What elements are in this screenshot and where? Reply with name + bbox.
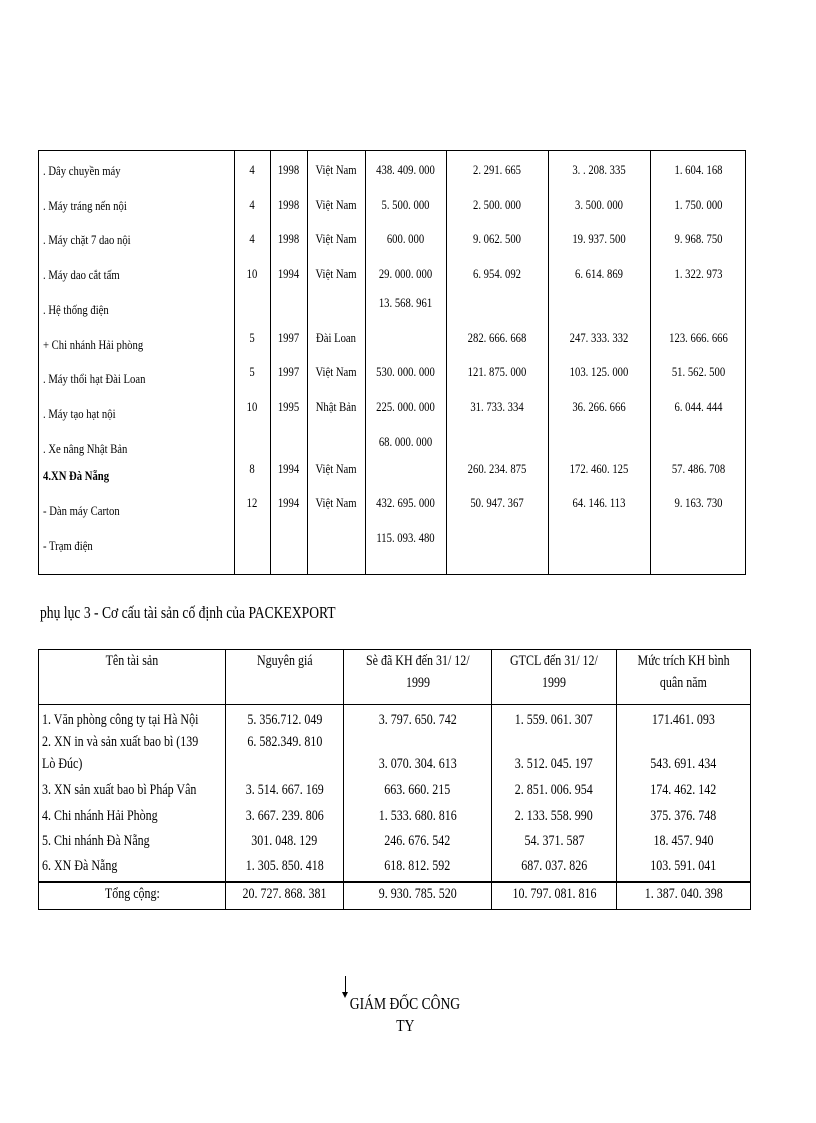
- column-divider: [650, 151, 651, 574]
- item-name: - Trạm điện: [43, 538, 93, 553]
- item-year: 1994: [277, 461, 300, 476]
- item-origin: Việt Nam: [315, 495, 357, 510]
- asset-residual-value: 687. 037. 826: [521, 858, 587, 874]
- column-divider: [307, 151, 308, 574]
- asset-name: 3. XN sản xuất bao bì Pháp Vân: [42, 782, 197, 798]
- asset-name: 5. Chi nhánh Đà Nẵng: [42, 833, 150, 849]
- item-name: + Chi nhánh Hải phòng: [43, 337, 144, 352]
- asset-depreciation: 3. 070. 304. 613: [378, 756, 457, 772]
- item-col5: 50. 947. 367: [470, 495, 524, 510]
- item-year: 1998: [277, 231, 300, 246]
- item-col7: 1. 604. 168: [674, 162, 723, 177]
- column-divider: [548, 151, 549, 574]
- asset-residual-value: 3. 512. 045. 197: [515, 756, 593, 772]
- item-origin: Việt Nam: [315, 364, 357, 379]
- column-divider: [365, 151, 366, 574]
- item-year: 1995: [277, 399, 300, 414]
- item-name: 4.XN Đà Nẵng: [43, 468, 110, 483]
- item-col6: 3. 500. 000: [575, 197, 623, 212]
- asset-depreciation: 1. 533. 680. 816: [378, 808, 457, 824]
- column-divider: [270, 151, 271, 574]
- asset-depreciation: 3. 797. 650. 742: [378, 712, 457, 728]
- item-year: 1998: [277, 162, 300, 177]
- table-row: [39, 775, 751, 801]
- header-name: Tên tài sản: [39, 650, 226, 705]
- table-row: [39, 852, 751, 882]
- asset-cost: 3. 667. 239. 806: [245, 808, 324, 824]
- item-origin: Việt Nam: [315, 266, 357, 281]
- item-col7: 123. 666. 666: [669, 330, 728, 345]
- item-qty: 5: [249, 364, 255, 379]
- item-origin: Việt Nam: [315, 231, 357, 246]
- item-cost: 5. 500. 000: [381, 197, 430, 212]
- item-col7: 1. 322. 973: [674, 266, 723, 281]
- header-residual-value: GTCL đến 31/ 12/ 1999: [492, 650, 617, 705]
- item-name: . Máy thổi hạt Đài Loan: [43, 371, 146, 386]
- asset-annual-depreciation: 543. 691. 434: [650, 756, 717, 772]
- item-name: . Máy tạo hạt nội: [43, 406, 116, 421]
- item-qty: 5: [249, 330, 255, 345]
- item-col5: 260. 234. 875: [467, 461, 527, 476]
- item-origin: Việt Nam: [315, 197, 357, 212]
- item-name: - Dàn máy Carton: [43, 503, 120, 518]
- item-origin: Việt Nam: [315, 461, 357, 476]
- table-row: [39, 731, 751, 775]
- total-row: [39, 882, 751, 910]
- item-col7: 1. 750. 000: [674, 197, 723, 212]
- item-cost: 600. 000: [386, 231, 425, 246]
- item-year: 1997: [277, 364, 300, 379]
- header-depreciation: Sè đã KH đến 31/ 12/ 1999: [344, 650, 492, 705]
- asset-cost: 6. 582.349. 810: [247, 734, 322, 750]
- item-col7: 9. 968. 750: [674, 231, 723, 246]
- item-qty: 4: [249, 231, 255, 246]
- item-year: 1994: [277, 266, 300, 281]
- item-col6: 172. 460. 125: [569, 461, 629, 476]
- item-cost: 29. 000. 000: [378, 266, 433, 281]
- signature-title-continued: TY: [395, 1016, 415, 1035]
- item-year: 1994: [277, 495, 300, 510]
- asset-residual-value: 54. 371. 587: [524, 833, 584, 849]
- table-row: [39, 705, 751, 732]
- asset-annual-depreciation: 375. 376. 748: [650, 808, 717, 824]
- item-col7: 6. 044. 444: [674, 399, 723, 414]
- item-col5: 121. 875. 000: [467, 364, 527, 379]
- asset-residual-value: 1. 559. 061. 307: [515, 712, 593, 728]
- item-col5: 6. 954. 092: [473, 266, 521, 281]
- asset-annual-depreciation: 174. 462. 142: [650, 782, 717, 798]
- item-qty: 4: [249, 162, 255, 177]
- total-depreciation: 9. 930. 785. 520: [378, 886, 457, 902]
- item-name: . Máy chặt 7 dao nội: [43, 232, 131, 247]
- item-col6: 247. 333. 332: [569, 330, 629, 345]
- asset-name: 4. Chi nhánh Hải Phòng: [42, 808, 158, 824]
- item-qty: 10: [246, 399, 258, 414]
- item-col6: 36. 266. 666: [572, 399, 626, 414]
- item-qty: 4: [249, 197, 255, 212]
- item-col6: 3. . 208. 335: [572, 162, 626, 177]
- asset-structure-table: [38, 649, 751, 910]
- total-residual-value: 10. 797. 081. 816: [512, 886, 596, 902]
- column-divider: [446, 151, 447, 574]
- item-cost: 530. 000. 000: [376, 364, 435, 379]
- item-qty: 10: [246, 266, 258, 281]
- item-qty: 8: [249, 461, 255, 476]
- item-year: 1998: [277, 197, 300, 212]
- total-cost: 20. 727. 868. 381: [242, 886, 327, 902]
- signature-title: GIÁM ĐỐC CÔNG: [349, 994, 461, 1013]
- item-col7: 51. 562. 500: [671, 364, 726, 379]
- asset-name: 6. XN Đà Nẵng: [42, 858, 118, 874]
- item-cost: 68. 000. 000: [378, 434, 433, 449]
- item-col5: 282. 666. 668: [467, 330, 527, 345]
- item-col5: 2. 291. 665: [473, 162, 521, 177]
- item-col7: 57. 486. 708: [671, 461, 726, 476]
- item-col7: 9. 163. 730: [674, 495, 723, 510]
- asset-residual-value: 2. 133. 558. 990: [515, 808, 593, 824]
- asset-name: 2. XN in và sản xuất bao bì (139: [42, 734, 199, 750]
- continuation-table: [38, 150, 746, 575]
- item-cost: 438. 409. 000: [376, 162, 435, 177]
- item-name: . Máy tráng nến nội: [43, 198, 127, 213]
- item-name: . Dây chuyền máy: [43, 163, 121, 178]
- item-name: . Hệ thống điện: [43, 302, 109, 317]
- item-qty: 12: [246, 495, 258, 510]
- asset-annual-depreciation: 103. 591. 041: [650, 858, 717, 874]
- table-row: [39, 827, 751, 852]
- item-col6: 19. 937. 500: [572, 231, 626, 246]
- asset-cost: 5. 356.712. 049: [247, 712, 322, 728]
- item-cost: 432. 695. 000: [376, 495, 435, 510]
- asset-depreciation: 663. 660. 215: [384, 782, 451, 798]
- header-cost: Nguyên giá: [226, 650, 344, 705]
- item-origin: Nhật Bản: [315, 399, 357, 414]
- signature-block: [320, 993, 490, 1037]
- asset-depreciation: 618. 812. 592: [384, 858, 451, 874]
- item-col5: 2. 500. 000: [473, 197, 521, 212]
- column-divider: [234, 151, 235, 574]
- item-origin: Việt Nam: [315, 162, 357, 177]
- asset-cost: 1. 305. 850. 418: [245, 858, 324, 874]
- item-cost: 225. 000. 000: [376, 399, 435, 414]
- asset-annual-depreciation: 18. 457. 940: [653, 833, 714, 849]
- appendix-title: phụ lục 3 - Cơ cấu tài sản cố định của PACKEXPORT: [40, 603, 336, 622]
- item-cost: 13. 568. 961: [378, 295, 433, 310]
- total-label: Tổng cộng:: [104, 886, 160, 902]
- asset-cost: 301. 048. 129: [251, 833, 318, 849]
- asset-depreciation: 246. 676. 542: [384, 833, 451, 849]
- item-name: . Máy dao cắt tấm: [43, 267, 120, 282]
- item-col5: 9. 062. 500: [473, 231, 521, 246]
- asset-cost: 3. 514. 667. 169: [245, 782, 324, 798]
- table-header-row: [39, 650, 751, 705]
- item-col6: 103. 125. 000: [569, 364, 629, 379]
- item-col6: 6. 614. 869: [575, 266, 623, 281]
- asset-annual-depreciation: 171.461. 093: [652, 712, 715, 728]
- item-year: 1997: [277, 330, 300, 345]
- header-annual-depreciation: Mức trích KH bình quân năm: [617, 650, 751, 705]
- item-col5: 31. 733. 334: [470, 399, 524, 414]
- asset-residual-value: 2. 851. 006. 954: [515, 782, 593, 798]
- asset-name-continued: Lò Đúc): [42, 756, 83, 772]
- item-name: . Xe nâng Nhật Bản: [43, 441, 128, 456]
- total-annual-depreciation: 1. 387. 040. 398: [644, 886, 723, 902]
- item-origin: Đài Loan: [316, 330, 356, 345]
- table-row: [39, 801, 751, 827]
- asset-name: 1. Văn phòng công ty tại Hà Nội: [42, 712, 199, 728]
- item-cost: 115. 093. 480: [376, 530, 435, 545]
- item-col6: 64. 146. 113: [572, 495, 626, 510]
